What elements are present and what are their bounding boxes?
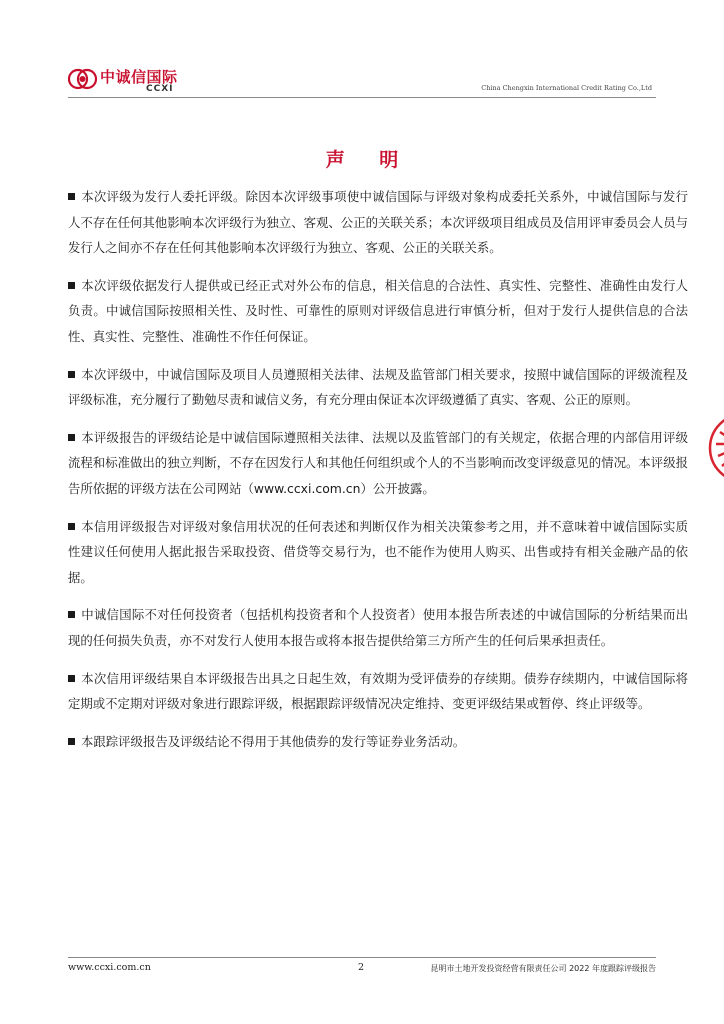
footer-website: www.ccxi.com.cn: [68, 962, 151, 973]
square-bullet-icon: [68, 371, 75, 378]
square-bullet-icon: [68, 675, 75, 682]
statement-text: 中诚信国际不对任何投资者（包括机构投资者和个人投资者）使用本报告所表述的中诚信国际的分析结果而出现的任何损失负责，亦不对发行人使用本报告或将本报告提供给第三方所产生的任何后果承担责任。: [68, 607, 688, 648]
company-english-name: China Chengxin International Credit Rating Co.,Ltd: [481, 84, 652, 92]
statement-item: [68, 273, 688, 350]
footer-report-title: 昆明市土地开发投资经营有限责任公司 2022 年度跟踪评级报告: [430, 964, 656, 973]
square-bullet-icon: [68, 611, 75, 618]
statement-item: [68, 425, 688, 502]
square-bullet-icon: [68, 738, 75, 745]
header-divider: [68, 97, 656, 98]
statement-text: 本次评级为发行人委托评级。除因本次评级事项使中诚信国际与评级对象构成委托关系外，中诚信国际与发行人不存在任何其他影响本次评级行为独立、客观、公正的关联关系；本次评级项目组成员及信用评审委员会人员与发行人之间亦不存在任何其他影响本次评级行为独立、客观、公正的关联关系。: [68, 189, 688, 256]
statement-text: 本信用评级报告对评级对象信用状况的任何表述和判断仅作为相关决策参考之用，并不意味着中诚信国际实质性建议任何使用人据此报告采取投资、借贷等交易行为，也不能作为使用人购买、出售或持有相关金融产品的依据。: [68, 518, 688, 585]
statement-text: 本次评级中，中诚信国际及项目人员遵照相关法律、法规及监管部门相关要求，按照中诚信国际的评级流程及评级标准，充分履行了勤勉尽责和诚信义务，有充分理由保证本次评级遵循了真实、客观、公正的原则。: [68, 366, 688, 408]
statement-item: [68, 362, 688, 413]
statement-item: [68, 729, 688, 755]
statement-item: [68, 602, 688, 653]
statement-item: [68, 666, 688, 717]
logo-mark-icon: [68, 66, 98, 92]
statement-text: 本跟踪评级报告及评级结论不得用于其他债券的发行等证券业务活动。: [81, 733, 466, 749]
logo-chinese-name: 中诚信国际: [100, 68, 178, 86]
square-bullet-icon: [68, 282, 75, 289]
square-bullet-icon: [68, 434, 75, 441]
footer-divider: [68, 957, 656, 958]
statement-list: [68, 184, 688, 766]
page-number: 2: [358, 962, 365, 973]
statement-text: 本次信用评级结果自本评级报告出具之日起生效，有效期为受评债券的存续期。债券存续期内，中诚信国际将定期或不定期对评级对象进行跟踪评级，根据跟踪评级情况决定维持、变更评级结果或暂停、终止评级等。: [68, 670, 688, 712]
page-title: 声 明: [325, 149, 413, 171]
statement-text: 本评级报告的评级结论是中诚信国际遵照相关法律、法规以及监管部门的有关规定，依据合理的内部信用评级流程和标准做出的独立判断，不存在因发行人和其他任何组织或个人的不当影响而改变评级意见的情况。本评级报告所依据的评级方法在公司网站（www.ccxi.com.cn）公开披露。: [68, 429, 688, 496]
square-bullet-icon: [68, 193, 75, 200]
page-header: [68, 62, 656, 102]
statement-text: 本次评级依据发行人提供或已经正式对外公布的信息，相关信息的合法性、真实性、完整性、准确性由发行人负责。中诚信国际按照相关性、及时性、可靠性的原则对评级信息进行审慎分析，但对于发行人提供信息的合法性、真实性、完整性、准确性不作任何保证。: [68, 277, 688, 344]
red-seal-stamp: [706, 410, 724, 486]
statement-item: [68, 184, 688, 261]
logo-english-name: CCXI: [146, 84, 174, 94]
ccxi-logo: [68, 62, 178, 98]
square-bullet-icon: [68, 523, 75, 530]
statement-item: [68, 514, 688, 591]
